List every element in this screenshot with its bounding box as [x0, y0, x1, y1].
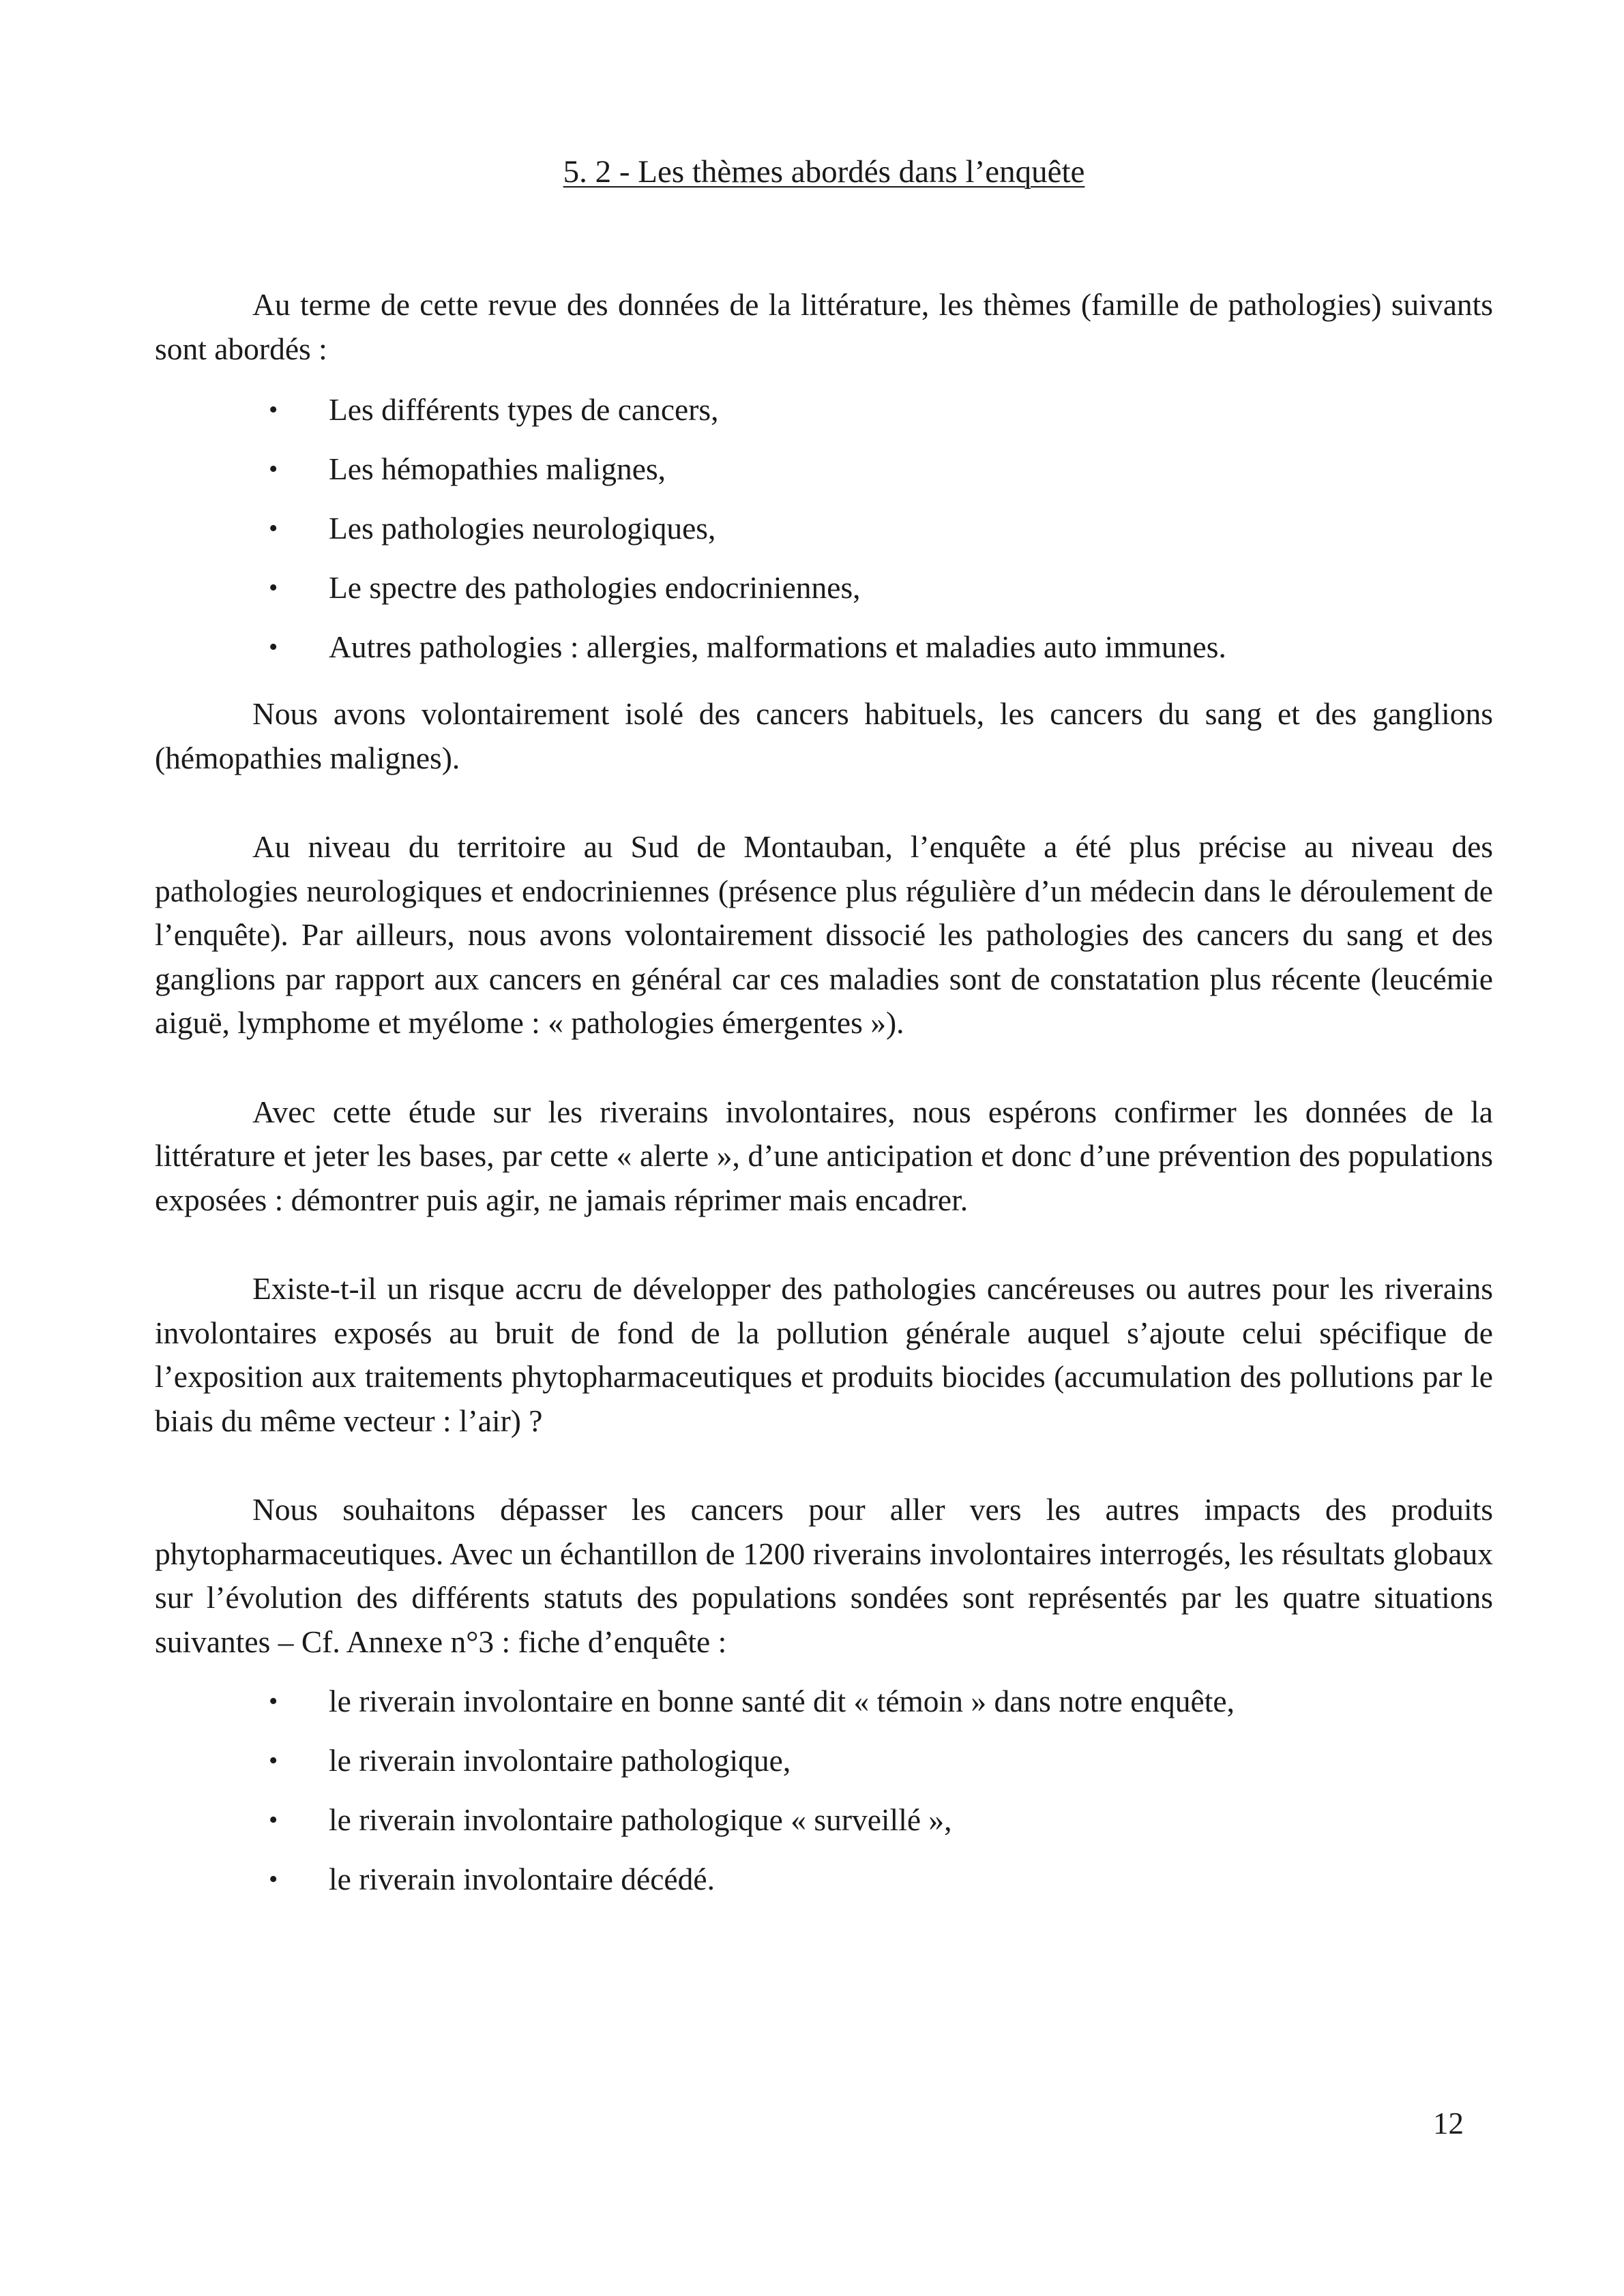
- document-body: [155, 283, 1493, 1901]
- list-item-text: le riverain involontaire pathologique,: [329, 1743, 791, 1778]
- bullet-icon: •: [269, 396, 278, 424]
- body-paragraph: Existe-t-il un risque accru de développer des pathologies cancéreuses ou autres pour les riverains involontaires exposés au bruit de fond de la pollution générale auquel s’ajoute celui spécifique de l’exposition aux traitements phytopharmaceutiques et produits biocides (accumulation des pollutions par le biais du même vecteur : l’air) ?: [155, 1271, 1493, 1438]
- bullet-icon: •: [269, 1687, 278, 1716]
- body-paragraph: Nous avons volontairement isolé des cancers habituels, les cancers du sang et des ganglions (hémopathies malignes).: [155, 696, 1493, 775]
- list-item-text: Le spectre des pathologies endocriniennes,: [329, 570, 861, 605]
- bullet-icon: •: [269, 633, 278, 661]
- section-title: 5. 2 - Les thèmes abordés dans l’enquête: [563, 154, 1085, 190]
- list-item-text: le riverain involontaire pathologique « surveillé »,: [329, 1802, 952, 1837]
- list-item-text: Les hémopathies malignes,: [329, 451, 666, 486]
- situations-list: [155, 1680, 1493, 1901]
- bullet-icon: •: [269, 1865, 278, 1894]
- page-number: 12: [1433, 2106, 1464, 2141]
- list-item-text: le riverain involontaire décédé.: [329, 1862, 715, 1896]
- themes-list: [155, 388, 1493, 669]
- list-item: [155, 1858, 1493, 1901]
- list-item: [155, 1739, 1493, 1783]
- list-item-text: Autres pathologies : allergies, malformations et maladies auto immunes.: [329, 629, 1226, 664]
- list-item: [155, 1680, 1493, 1723]
- list-item: [155, 625, 1493, 669]
- list-item: [155, 447, 1493, 491]
- body-paragraph: Au niveau du territoire au Sud de Montauban, l’enquête a été plus précise au niveau des pathologies neurologiques et endocriniennes (présence plus régulière d’un médecin dans le déroulement de l’enquête). Par ailleurs, nous avons volontairement dissocié les pathologies des cancers du sang et des ganglions par rapport aux cancers en général car ces maladies sont de constatation plus récente (leucémie aiguë, lymphome et myélome : « pathologies émergentes »).: [155, 829, 1493, 1040]
- list-item: [155, 388, 1493, 432]
- list-item: [155, 1798, 1493, 1842]
- bullet-icon: •: [269, 573, 278, 602]
- list-item-text: le riverain involontaire en bonne santé dit « témoin » dans notre enquête,: [329, 1684, 1235, 1718]
- body-paragraph: Nous souhaitons dépasser les cancers pour aller vers les autres impacts des produits phytopharmaceutiques. Avec un échantillon de 1200 riverains involontaires interrogés, les résultats globaux sur l’évolution des différents statuts des populations sondées sont représentés par les quatre situations suivantes – Cf. Annexe n°3 : fiche d’enquête :: [155, 1492, 1493, 1659]
- list-item: [155, 507, 1493, 550]
- list-item-text: Les pathologies neurologiques,: [329, 511, 716, 546]
- list-item: [155, 566, 1493, 610]
- intro-paragraph: Au terme de cette revue des données de la littérature, les thèmes (famille de pathologies) suivants sont abordés :: [155, 287, 1493, 366]
- bullet-icon: •: [269, 514, 278, 543]
- bullet-icon: •: [269, 455, 278, 483]
- body-paragraph: Avec cette étude sur les riverains involontaires, nous espérons confirmer les données de la littérature et jeter les bases, par cette « alerte », d’une anticipation et donc d’une prévention des populations exposées : démontrer puis agir, ne jamais réprimer mais encadrer.: [155, 1094, 1493, 1217]
- bullet-icon: •: [269, 1746, 278, 1775]
- bullet-icon: •: [269, 1806, 278, 1834]
- list-item-text: Les différents types de cancers,: [329, 392, 719, 427]
